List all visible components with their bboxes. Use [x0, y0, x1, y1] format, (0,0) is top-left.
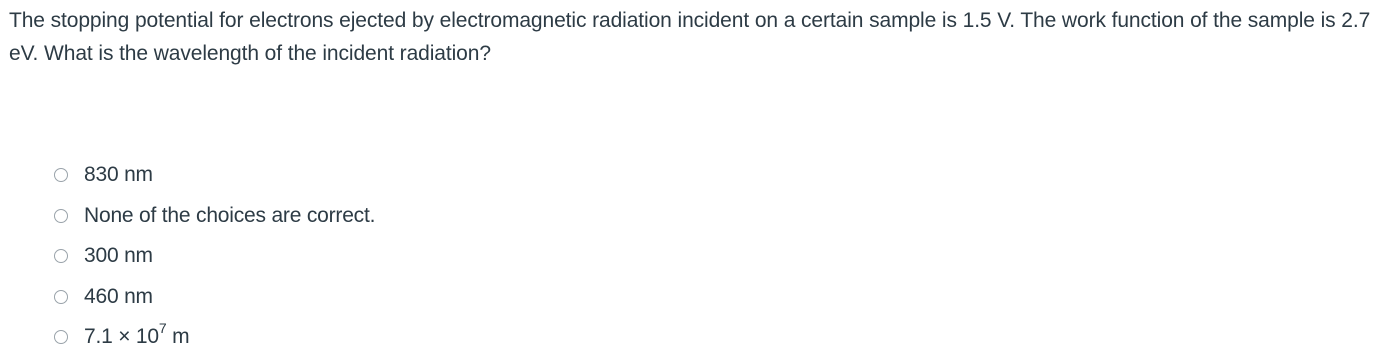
answer-option-830-nm[interactable] [54, 155, 375, 196]
question-text: The stopping potential for electrons ejected by electromagnetic radiation incident on a certain sample is 1.5 V. The work function of the sample is 2.7 eV. What is the wavelength of the incident radiation? [9, 9, 1371, 65]
answer-option-none-correct[interactable] [54, 196, 375, 237]
answer-label [84, 320, 190, 350]
answer-label: 460 nm [84, 284, 153, 308]
answer-label-unit: m [166, 325, 190, 349]
radio-button[interactable] [54, 330, 68, 344]
answer-label-base: 7.1 × 10 [84, 325, 159, 349]
answer-list [54, 155, 375, 358]
answer-option-460-nm[interactable] [54, 277, 375, 318]
answer-option-7-1e7-m[interactable] [54, 317, 375, 358]
answer-label: 300 nm [84, 244, 153, 268]
answer-label-exponent: 7 [158, 320, 167, 337]
answer-label: None of the choices are correct. [84, 203, 376, 227]
answer-label: 830 nm [84, 163, 153, 187]
answer-option-300-nm[interactable] [54, 236, 375, 277]
radio-button[interactable] [54, 290, 68, 304]
radio-button[interactable] [54, 249, 68, 263]
radio-button[interactable] [54, 168, 68, 182]
radio-button[interactable] [54, 209, 68, 223]
